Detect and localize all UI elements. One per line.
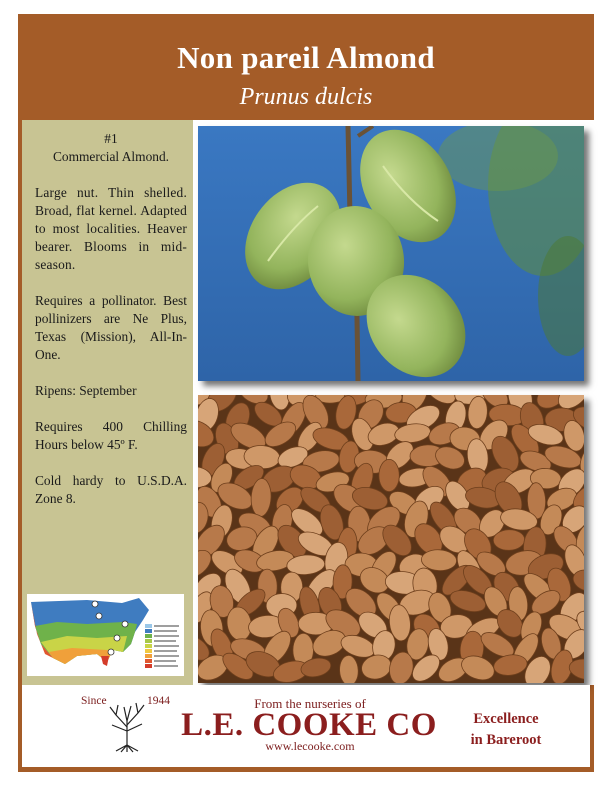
since-year: 1944: [147, 695, 170, 707]
chilling-paragraph: Requires 400 Chilling Hours below 45º F.: [35, 419, 187, 452]
almond-fruit-photo: [198, 126, 584, 381]
company-name: L.E. COOKE CO: [181, 707, 437, 743]
rank-label: #1: [104, 131, 118, 146]
shelled-almonds-photo: [198, 395, 584, 683]
us-map-graphic: [27, 594, 184, 676]
hardiness-paragraph: Cold hardy to U.S.D.A. Zone 8.: [35, 473, 187, 506]
category-label: Commercial Almond.: [52, 149, 170, 164]
ripens-paragraph: Ripens: September: [35, 383, 137, 398]
website-link[interactable]: www.lecooke.com: [265, 739, 355, 753]
botanical-name: Prunus dulcis: [239, 84, 373, 110]
tree-logo-icon: [102, 697, 152, 753]
slogan-line-1: Excellence: [473, 711, 539, 727]
almond-fruit-image: [198, 126, 584, 381]
nursery-tagline: From the nurseries of: [254, 696, 366, 711]
slogan-line-2: in Bareroot: [470, 732, 542, 748]
pollination-paragraph: Requires a pollinator. Best pollinizers are Ne Plus, Texas (Mission), All-In-One.: [35, 293, 187, 362]
sidebar-text: [35, 130, 187, 526]
description-paragraph: Large nut. Thin shelled. Broad, flat kernel. Adapted to most localities. Heaver bearer. Blooms in mid-season.: [35, 185, 187, 272]
header-banner: [18, 14, 594, 120]
page-title: Non pareil Almond: [177, 40, 435, 75]
slogan: [456, 709, 556, 751]
map-legend: [145, 624, 179, 668]
since-label: Since: [81, 695, 107, 707]
almond-kernel: [379, 459, 399, 491]
hardiness-zone-map: [27, 594, 184, 676]
shelled-almonds-image: [198, 395, 584, 683]
